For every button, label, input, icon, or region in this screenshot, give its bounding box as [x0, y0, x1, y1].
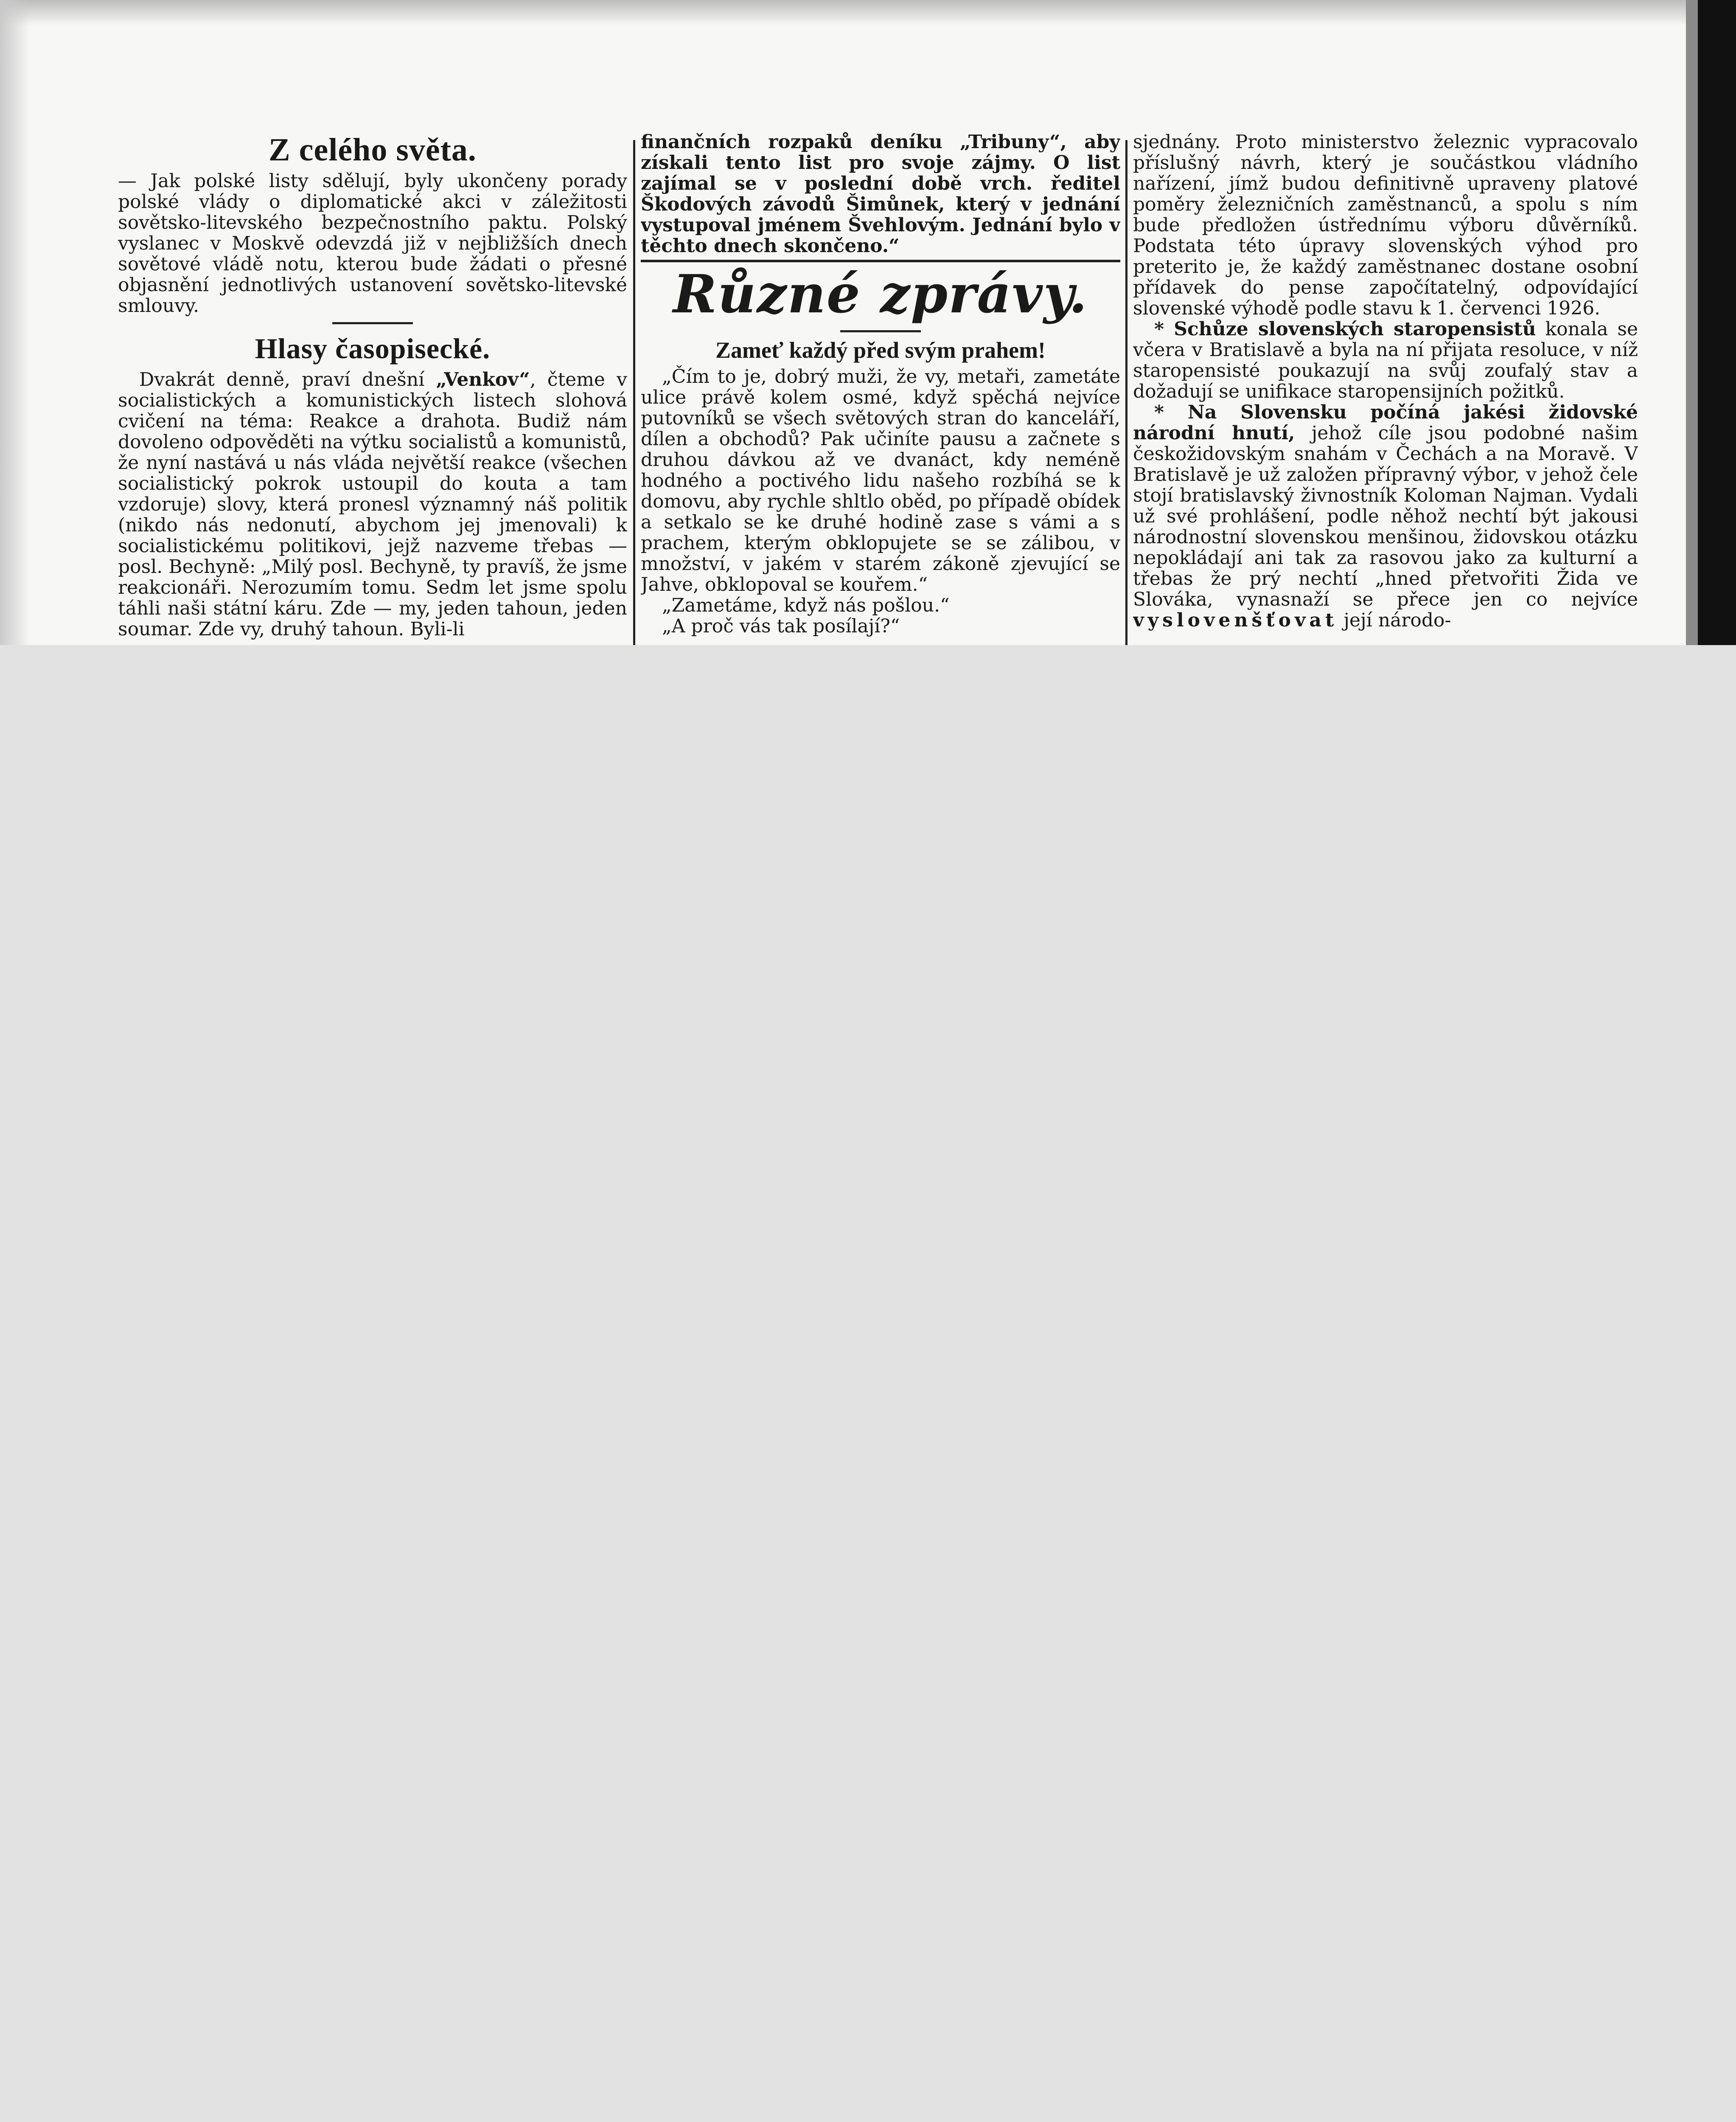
pensioners-body: konala se včera v Bratislavě a byla na ní přijata resoluce, v níž staropensisté poukazují na svůj zoufalý stav a dožadují se unifikace staropensijních požitků.	[1133, 318, 1638, 402]
article-pensioners	[1133, 319, 1638, 402]
jewish-movement-emphasis: vyslovenšťovat	[1133, 609, 1338, 631]
newspaper-scan	[0, 0, 1736, 645]
press-lead: Dvakrát denně, praví dnešní	[139, 369, 436, 390]
separator-rule	[840, 330, 921, 332]
column-rule-1	[633, 140, 635, 645]
press-body: , čteme v socialistických a komunistických listech slohová cvičení na téma: Reakce a drahota. Budiž nám dovoleno odpověděti na výtku socialistů a komunistů, že nyní nastává u nás vláda největší reakce (všechen socialistický pokrok ustoupil do kouta a tam vzdoruje) slovy, která pronesl významný náš politik (nikdo nás nedonutí, abychom jej jmenovali) k socialistickému politikovi, jejž nazveme třebas — posl. Bechyně: „Milý posl. Bechyně, ty pravíš, že jsme reakcionáři. Nerozumím tomu. Sedm let jsme spolu táhli naši státní káru. Zde — my, jeden tahoun, jeden soumar. Zde vy, druhý tahoun. Byli-li	[118, 369, 627, 640]
section-heading-world: Z celého světa.	[269, 132, 477, 168]
section-heading-misc-news: Různé zprávy.	[673, 264, 1088, 325]
separator-rule	[332, 322, 413, 324]
press-source: „Venkov“	[436, 369, 530, 390]
jewish-movement-body: jehož cíle jsou podobné našim českožidovským snahám v Čechách a na Moravě. V Bratislavě je už založen přípravný výbor, v jehož čele stojí bratislavský živnostník Koloman Najman. Vydali už své prohlášení, podle něhož nechtí být jakousi národnostní slovenskou menšinou, židovskou otázku nepokládají ani tak za rasovou jako za kulturní a třebas že prý nechtí „hned přetvořiti Žida ve Slováka, vynasnaží se přece jen co nejvíce	[1133, 422, 1638, 610]
column-rule-2	[1125, 140, 1127, 645]
column-right	[1133, 132, 1638, 645]
article-jewish-movement	[1133, 402, 1638, 631]
pensioners-lead: * Schůze slovenských staropensistů	[1154, 318, 1536, 340]
section-heading-press: Hlasy časopisecké.	[255, 332, 491, 365]
article-poland-note: — Jak polské listy sdělují, byly ukončeny porady polské vlády o diplomatické akci v záležitosti sovětsko-litevského bezpečnostního paktu. Polský vyslanec v Moskvě odevzdá již v nejbližších dnech sovětové vládě notu, kterou bude žádati o přesné objasnění jednotlivých ustanovení sovětsko-litevské smlouvy.	[118, 170, 627, 317]
scan-edge-shadow	[1686, 0, 1698, 645]
separator-full-rule	[641, 260, 1120, 262]
article-title-sweep: Zameť každý před svým prahem!	[715, 337, 1046, 363]
article-press-voices	[118, 369, 627, 640]
scan-edge-black	[1698, 0, 1736, 645]
article-sweep-para-1: „Čím to je, dobrý muži, že vy, metaři, zametáte ulice právě kolem osmé, když spěchá nejvíce putovníků se všech světových stran do kanceláří, dílen a obchodů? Pak učiníte pausu a začnete s druhou dávkou až ve dvanáct, kdy neméně hodného a poctivého lidu našeho rozbíhá se k domovu, aby rychle shltlo oběd, po případě obídek a setkalo se ke druhé hodině zase s vámi a s prachem, kterým obklopujete se se zálibou, v množství, v jakém v starém zákoně zjevující se Jahve, obklopoval se kouřem.“	[641, 366, 1120, 595]
article-sweep-para-3: „A proč vás tak posílají?“	[662, 615, 900, 637]
article-railway-end: sjednány. Proto ministerstvo železnic vypracovalo příslušný návrh, který je součástkou vládního nařízení, jímž budou definitivně upraveny platové poměry železničních zaměstnanců, a spolu s ním bude předložen ústřednímu výboru důvěrníků. Podstata této úpravy slovenských výhod pro preterito je, že každý zaměstnanec dostane osobní přídavek do pense započítatelný, odpovídající slovenské výhodě podle stavu k 1. červenci 1926.	[1133, 132, 1638, 319]
column-left	[118, 132, 627, 645]
jewish-movement-tail: její národo-	[1338, 609, 1451, 631]
column-middle	[641, 132, 1120, 645]
jewish-movement-lead: * Na Slovensku počíná jakési židovské národní hnutí,	[1133, 401, 1638, 444]
article-sweep-para-2: „Zametáme, když nás pošlou.“	[662, 595, 950, 616]
article-tribuna-end: finančních rozpaků deníku „Tribuny“, aby získali tento list pro svoje zájmy. O list zajímal se v poslední době vrch. ředitel Škodových závodů Šimůnek, který v jednání vystupoval jménem Švehlovým. Jednání bylo v těchto dnech skončeno.“	[641, 132, 1120, 257]
